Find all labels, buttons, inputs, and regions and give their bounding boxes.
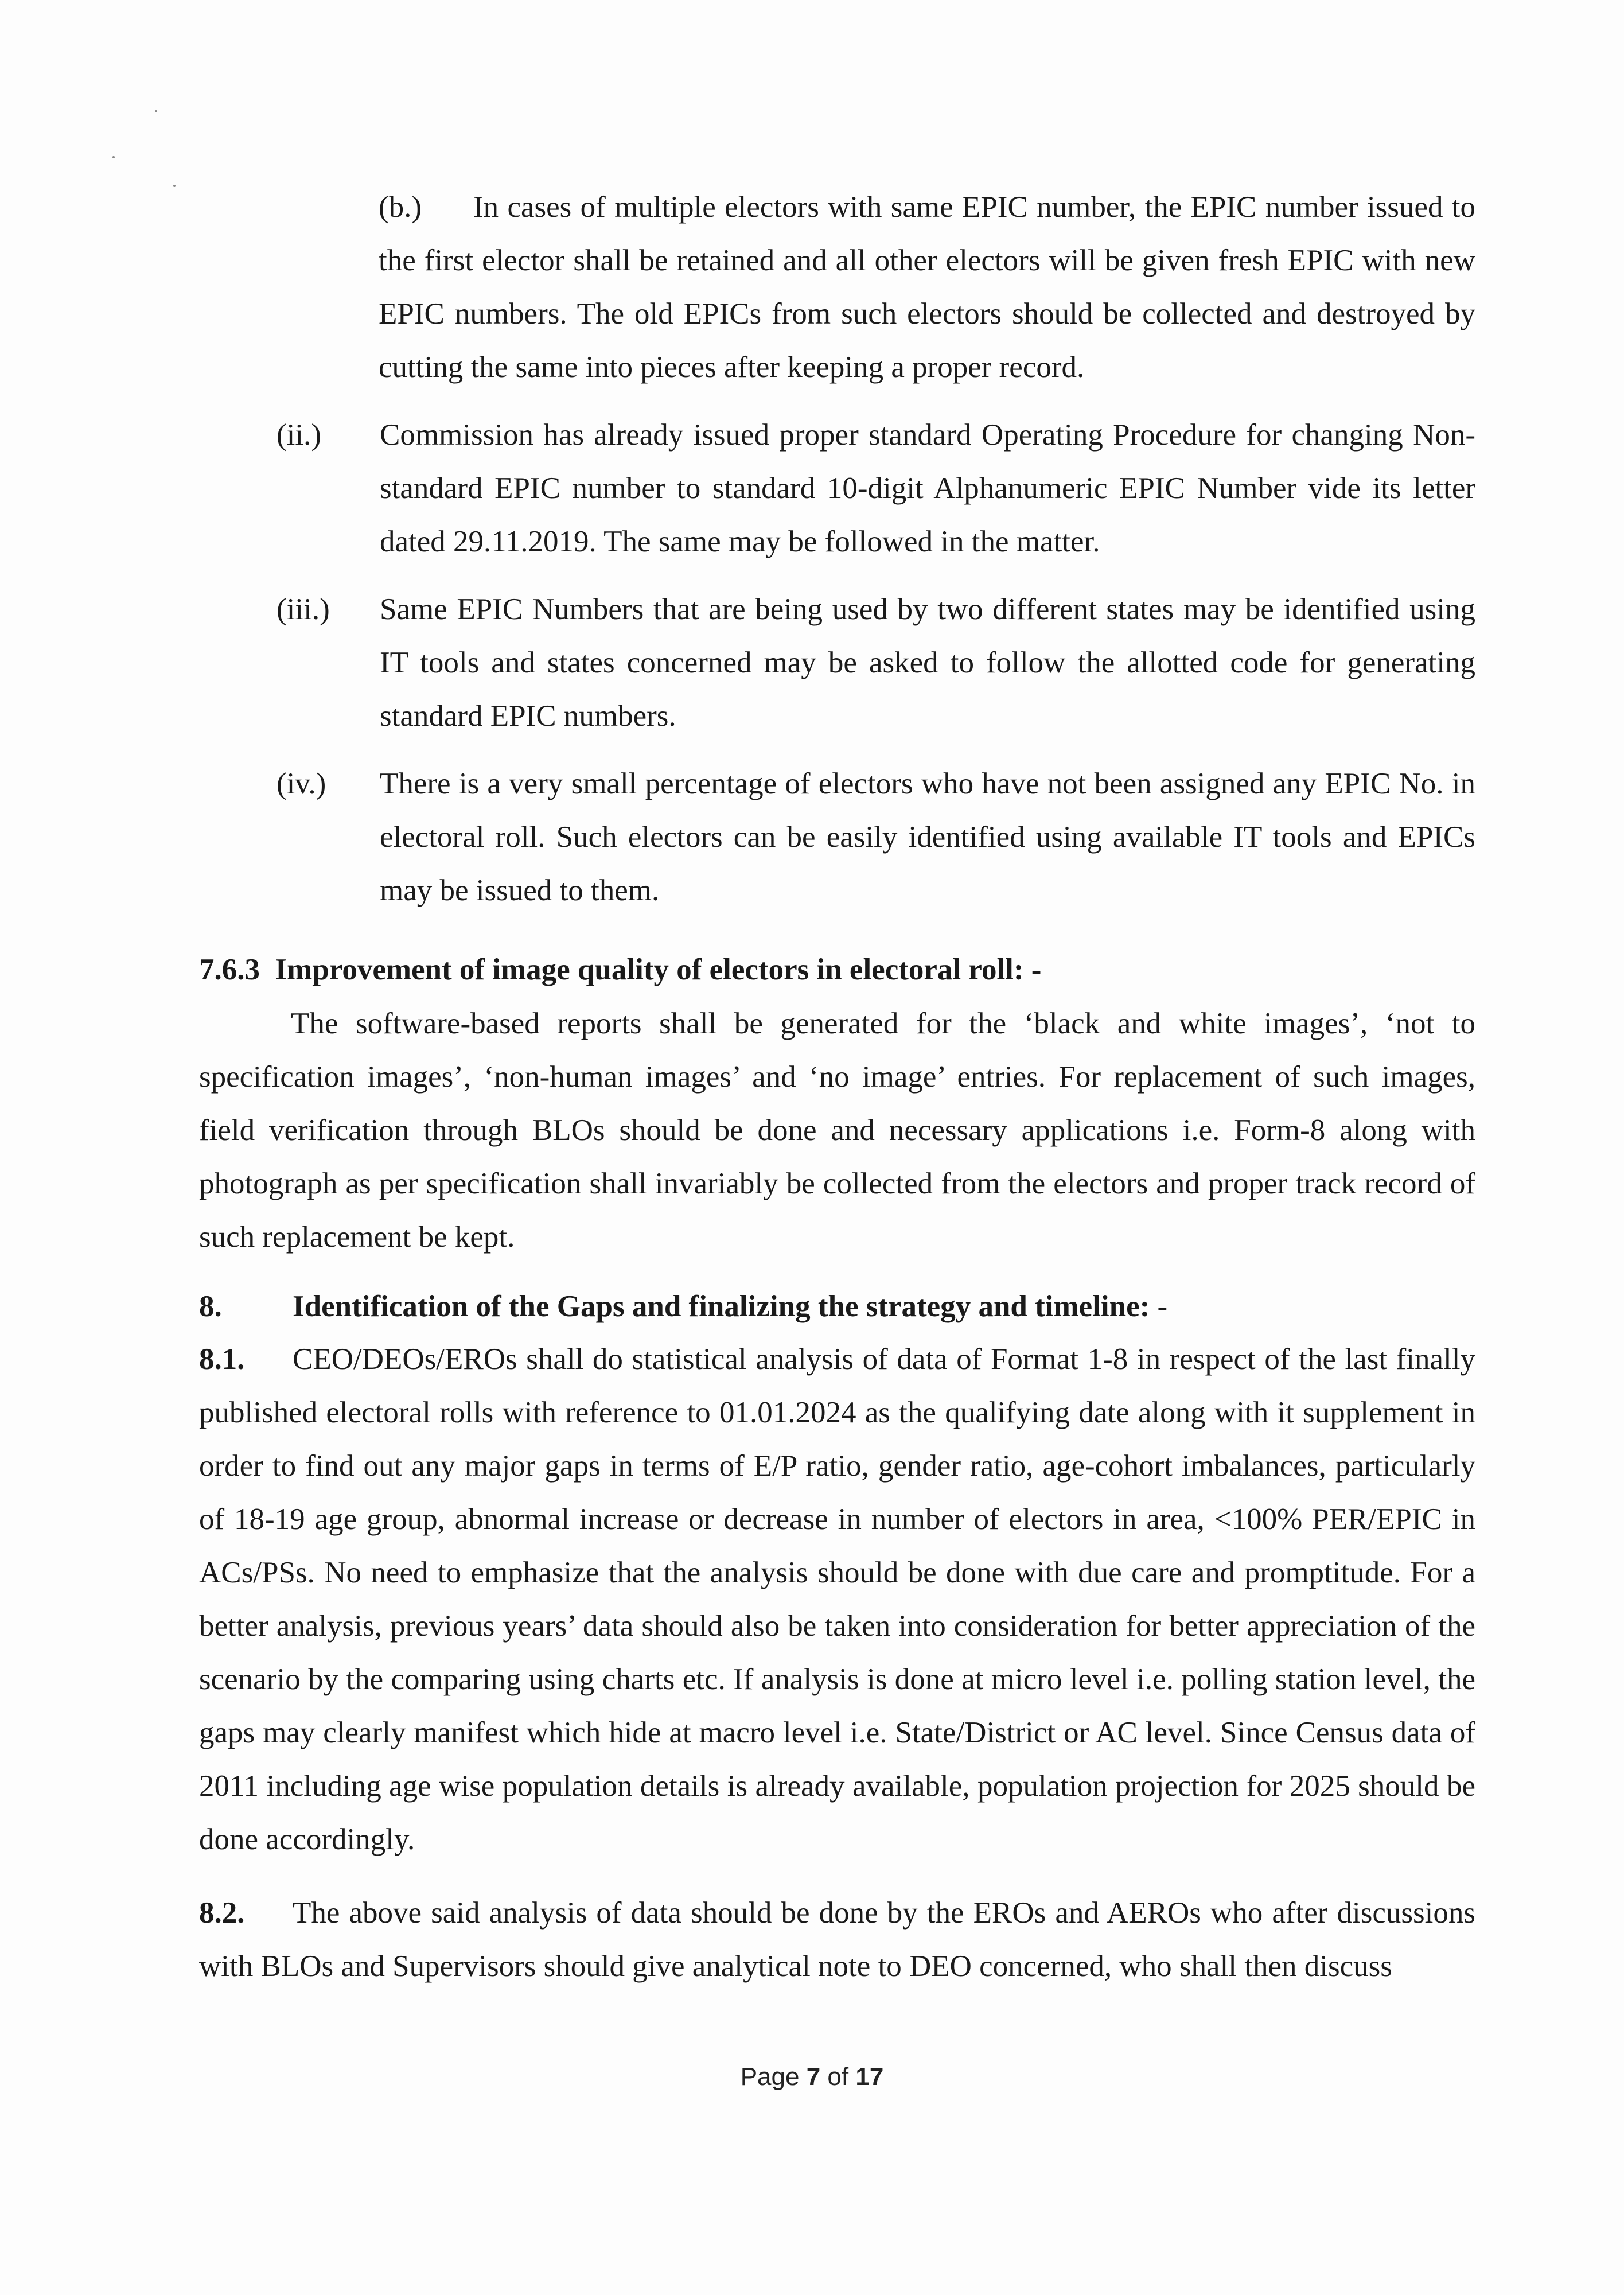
scan-speck — [155, 110, 157, 112]
section-text-8-1: CEO/DEOs/EROs shall do statistical analysis of data of Format 1-8 in respect of the last finally published electoral rolls with reference to 01.01.2024 as the qualifying date along with it supplement in order to find out any major gaps in terms of E/P ratio, gender ratio, age-cohort imbalances, particularly of 18-19 age group, abnormal increase or decrease in number of electors in area, <100% PER/EPIC in ACs/PSs. No need to emphasize that the analysis should be done with due care and promptitude. For a better analysis, previous years’ data should also be taken into consideration for better appreciation of the scenario by the comparing using charts etc. If analysis is done at micro level i.e. polling station level, the gaps may clearly manifest which hide at macro level i.e. State/District or AC level. Since Census data of 2011 including age wise population details is already available, population projection for 2025 should be done accordingly. — [199, 1343, 1475, 1856]
section-heading-7-6-3: 7.6.3 Improvement of image quality of electors in electoral roll: - — [199, 953, 1042, 986]
section-text-7-6-3: The software-based reports shall be generated for the ‘black and white images’, ‘not to specification images’, ‘non-human images’ and ‘no image’ entries. For replacement of such images, field verification through BLOs should be done and necessary applications i.e. Form-8 along with photograph as per specification shall invariably be collected from the electors and proper track record of such replacement be kept. — [199, 1007, 1475, 1254]
section-text-8-2: The above said analysis of data should be done by the EROs and AEROs who after discussions with BLOs and Supervisors should give analytical note to DEO concerned, who shall then discuss — [199, 1896, 1475, 1983]
section-heading-8: Identification of the Gaps and finalizing the strategy and timeline: - — [293, 1290, 1168, 1323]
section-number-8-1: 8.1. — [199, 1343, 245, 1376]
section-block-8-2 — [199, 1886, 1475, 1993]
scan-speck — [112, 156, 115, 158]
item-label-b: (b.) — [379, 190, 422, 224]
section-block-8-1 — [199, 1333, 1475, 1866]
item-label-iv: (iv.) — [276, 767, 326, 800]
item-text-ii: Commission has already issued proper standard Operating Procedure for changing Non-standard EPIC number to standard 10-digit Alphanumeric EPIC Number vide its letter dated 29.11.2019. The same may be followed in the matter. — [380, 418, 1475, 558]
item-label-ii: (ii.) — [276, 418, 321, 452]
item-text-b: In cases of multiple electors with same EPIC number, the EPIC number issued to the first elector shall be retained and all other electors will be given fresh EPIC with new EPIC numbers. The old EPICs from such electors should be collected and destroyed by cutting the same into pieces after keeping a proper record. — [379, 190, 1475, 384]
footer-total-pages: 17 — [855, 2063, 884, 2091]
section-number-8: 8. — [199, 1290, 222, 1323]
scan-speck — [173, 185, 176, 187]
section-number-8-2: 8.2. — [199, 1896, 245, 1930]
item-text-iii: Same EPIC Numbers that are being used by two different states may be identified using IT tools and states concerned may be asked to follow the allotted code for generating standard EPIC numbers. — [380, 593, 1475, 733]
item-text-iv: There is a very small percentage of electors who have not been assigned any EPIC No. in electoral roll. Such electors can be easily identified using available IT tools and EPICs may be issued to them. — [380, 767, 1475, 907]
page-footer — [0, 2063, 1624, 2091]
item-label-iii: (iii.) — [276, 593, 330, 626]
footer-current-page: 7 — [806, 2063, 821, 2091]
footer-page-word: Page — [740, 2063, 800, 2091]
footer-of-word: of — [827, 2063, 849, 2091]
